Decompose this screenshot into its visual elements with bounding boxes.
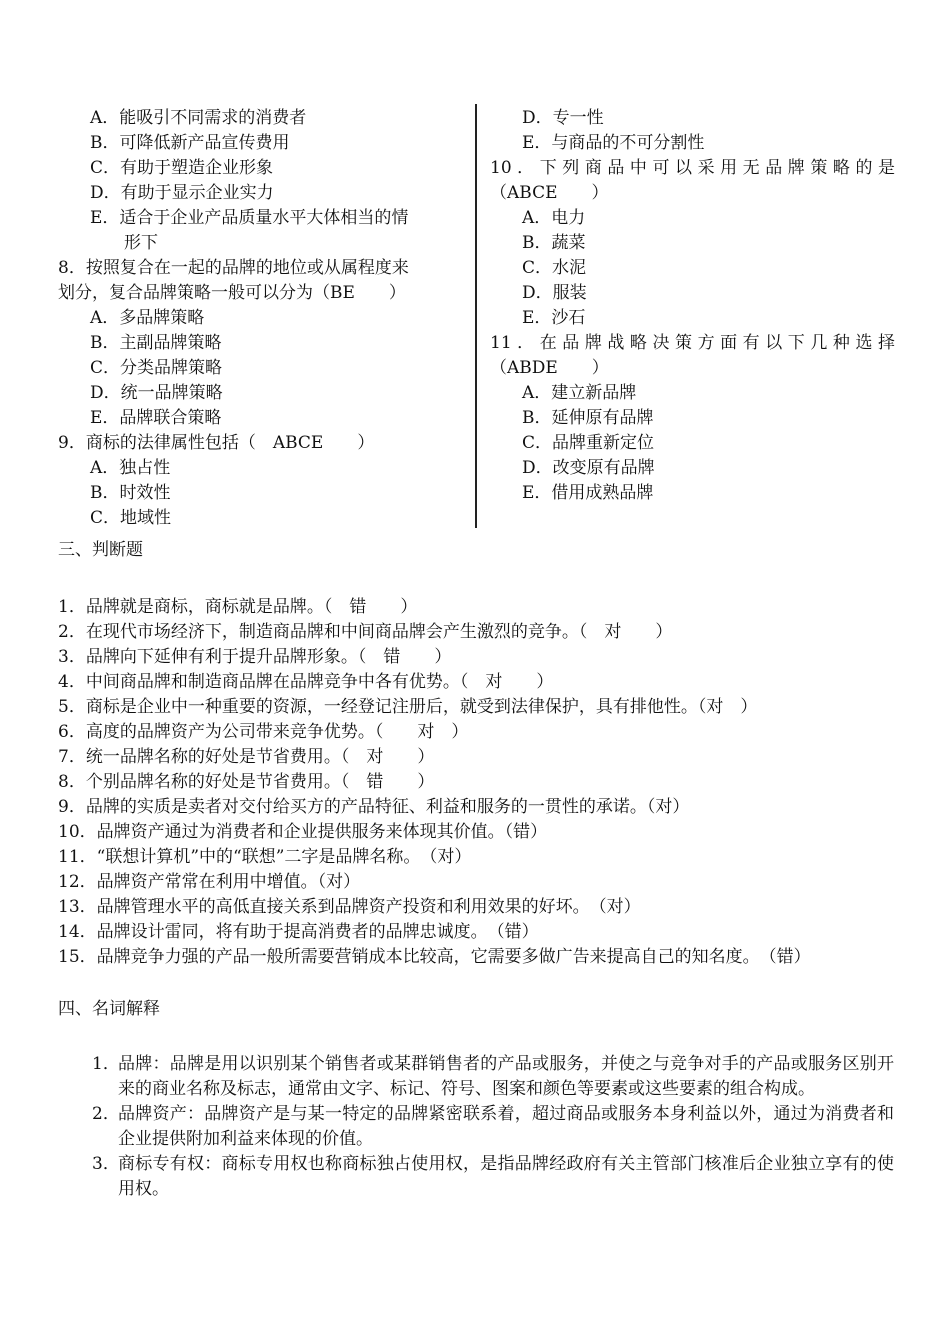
judgment-item-12: 12．品牌资产常常在利用中增值。（对） — [58, 872, 361, 892]
term-number: 3． — [92, 1154, 120, 1174]
term-definitions — [92, 1052, 894, 1202]
judgment-item-6: 6．高度的品牌资产为公司带来竞争优势。（ 对 ） — [58, 722, 469, 742]
term-item-2 — [92, 1102, 894, 1152]
judgment-item-14: 14．品牌设计雷同，将有助于提高消费者的品牌忠诚度。 （错） — [58, 922, 539, 942]
judgment-item-8: 8．个别品牌名称的好处是节省费用。（ 错 ） — [58, 772, 435, 792]
q11-option-c: C．品牌重新定位 — [522, 433, 655, 453]
q7-option-b: B．可降低新产品宣传费用 — [90, 133, 290, 153]
q7-option-a: A．能吸引不同需求的消费者 — [90, 108, 307, 128]
section-4-title: 四、名词解释 — [58, 999, 160, 1019]
judgment-item-2: 2．在现代市场经济下，制造商品牌和中间商品牌会产生激烈的竞争。（ 对 ） — [58, 622, 673, 642]
q7-option-e: E．适合于企业产品质量水平大体相当的情 — [90, 208, 409, 228]
q7-option-c: C．有助于塑造企业形象 — [90, 158, 274, 178]
judgment-item-3: 3．品牌向下延伸有利于提升品牌形象。（ 错 ） — [58, 647, 452, 667]
term-text: 品牌：品牌是用以识别某个销售者或某群销售者的产品或服务，并使之与竞争对手的产品或服务区别开来的商业名称及标志，通常由文字、标记、符号、图案和颜色等要素或这些要素的组合构成。 — [118, 1054, 894, 1099]
q10-option-a: A．电力 — [522, 208, 586, 228]
question-9: 9．商标的法律属性包括（ ABCE ） — [58, 433, 375, 453]
q8-option-a: A．多品牌策略 — [90, 308, 205, 328]
q7-option-d: D．有助于显示企业实力 — [90, 183, 274, 203]
q9-option-d: D．专一性 — [522, 108, 604, 128]
term-number: 1． — [92, 1054, 120, 1074]
q9-option-a: A．独占性 — [90, 458, 171, 478]
judgment-item-5: 5．商标是企业中一种重要的资源，一经登记注册后，就受到法律保护，具有排他性。（对 ） — [58, 697, 758, 717]
column-divider — [475, 104, 477, 528]
q7-option-e-continuation: 形下 — [124, 233, 158, 253]
question-8-line-1: 8．按照复合在一起的品牌的地位或从属程度来 — [58, 258, 409, 278]
q11-option-d: D．改变原有品牌 — [522, 458, 655, 478]
term-text: 商标专有权：商标专用权也称商标独占使用权，是指品牌经政府有关主管部门核准后企业独立享有的使用权。 — [118, 1154, 894, 1199]
q10-option-c: C．水泥 — [522, 258, 587, 278]
term-item-3 — [92, 1152, 894, 1202]
judgment-item-13: 13．品牌管理水平的高低直接关系到品牌资产投资和利用效果的好坏。 （对） — [58, 897, 641, 917]
question-10-line-1: 10．下列商品中可以采用无品牌策略的是 — [490, 158, 895, 178]
q8-option-c: C．分类品牌策略 — [90, 358, 223, 378]
judgment-item-9: 9．品牌的实质是卖者对交付给买方的产品特征、利益和服务的一贯性的承诺。（对） — [58, 797, 690, 817]
term-text: 品牌资产：品牌资产是与某一特定的品牌紧密联系着，超过商品或服务本身利益以外，通过为消费者和企业提供附加利益来体现的价值。 — [118, 1104, 894, 1149]
term-item-1 — [92, 1052, 894, 1102]
question-11-line-1: 11．在品牌战略决策方面有以下几种选择 — [490, 333, 895, 353]
question-10-line-2: （ABCE ） — [490, 183, 609, 203]
q10-option-e: E．沙石 — [522, 308, 586, 328]
q10-option-b: B．蔬菜 — [522, 233, 586, 253]
q9-option-e: E．与商品的不可分割性 — [522, 133, 705, 153]
judgment-item-10: 10．品牌资产通过为消费者和企业提供服务来体现其价值。（错） — [58, 822, 548, 842]
q9-option-c: C．地域性 — [90, 508, 172, 528]
question-8-line-2: 划分，复合品牌策略一般可以分为（BE ） — [58, 283, 406, 303]
q8-option-e: E．品牌联合策略 — [90, 408, 222, 428]
question-11-line-2: （ABDE ） — [490, 358, 609, 378]
left-column — [58, 106, 468, 531]
judgment-item-15: 15．品牌竞争力强的产品一般所需要营销成本比较高，它需要多做广告来提高自己的知名度。 （错） — [58, 947, 811, 967]
judgment-item-11: 11．“联想计算机”中的“联想”二字是品牌名称。 （对） — [58, 847, 472, 867]
judgment-item-4: 4．中间商品牌和制造商品牌在品牌竞争中各有优势。（ 对 ） — [58, 672, 554, 692]
q8-option-d: D．统一品牌策略 — [90, 383, 223, 403]
judgment-item-7: 7．统一品牌名称的好处是节省费用。（ 对 ） — [58, 747, 435, 767]
q8-option-b: B．主副品牌策略 — [90, 333, 222, 353]
term-number: 2． — [92, 1104, 120, 1124]
judgment-item-1: 1．品牌就是商标，商标就是品牌。（ 错 ） — [58, 597, 418, 617]
q11-option-b: B．延伸原有品牌 — [522, 408, 654, 428]
right-column — [490, 106, 895, 506]
section-3-title: 三、判断题 — [58, 540, 143, 560]
q10-option-d: D．服装 — [522, 283, 587, 303]
q11-option-e: E．借用成熟品牌 — [522, 483, 654, 503]
q9-option-b: B．时效性 — [90, 483, 171, 503]
judgment-list — [58, 595, 918, 970]
q11-option-a: A．建立新品牌 — [522, 383, 637, 403]
